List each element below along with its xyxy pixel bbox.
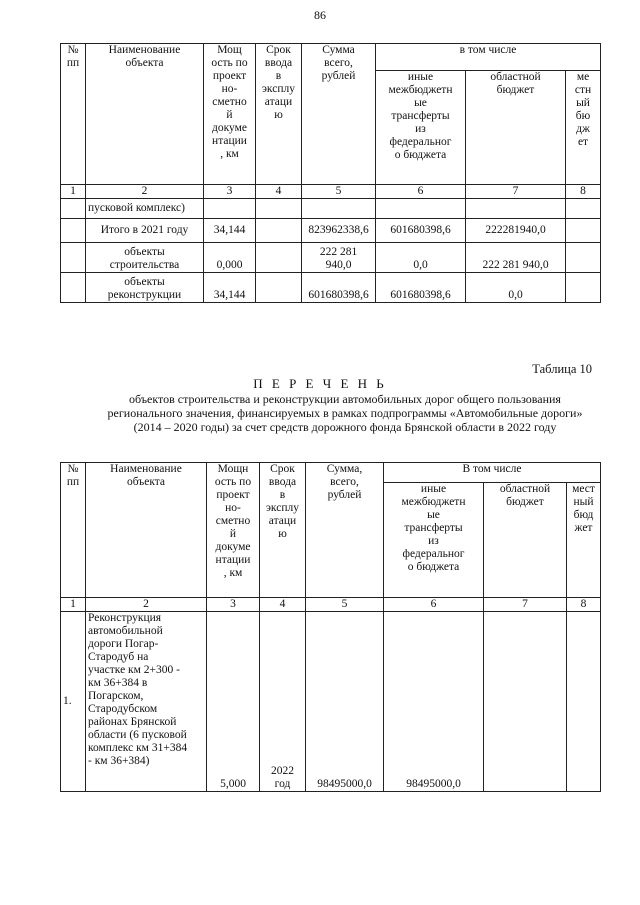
- column-number: 6: [384, 598, 484, 612]
- header-total-sum: Сумма всего, рублей: [302, 44, 376, 185]
- row-name: Итого в 2021 году: [86, 219, 204, 243]
- row-term: [256, 273, 302, 303]
- row-capacity: 34,144: [204, 219, 256, 243]
- page-number: 86: [314, 8, 326, 22]
- table-row: [61, 199, 601, 219]
- column-number: 8: [567, 598, 601, 612]
- header-number: № пп: [61, 44, 86, 185]
- row-total: 222 281 940,0: [302, 243, 376, 273]
- row-regional: 0,0: [466, 273, 566, 303]
- row-federal: 601680398,6: [376, 273, 466, 303]
- table-number-label: Таблица 10: [532, 362, 592, 376]
- column-number: 8: [566, 185, 601, 199]
- column-number: 2: [86, 185, 204, 199]
- list-heading: П Е Р Е Ч Е Н Ь: [253, 376, 387, 391]
- column-number-row: [61, 598, 601, 612]
- column-number: 3: [204, 185, 256, 199]
- table-row: [61, 612, 601, 792]
- column-number: 7: [466, 185, 566, 199]
- header-federal-transfers: иные межбюджетн ые трансферты из федеральног о бюджета: [376, 71, 466, 185]
- row-total: 98495000,0: [306, 612, 384, 792]
- row-capacity: 34,144: [204, 273, 256, 303]
- table-row: [61, 273, 601, 303]
- column-number: 2: [86, 598, 207, 612]
- list-subtitle: объектов строительства и реконструкции автомобильных дорог общего пользования регионального значения, финансируемых в рамках подпрограммы «Автомобильные дороги» (2014 – 2020 годы) за счет средств дорожного фонда Брянской области в 2022 году: [107, 392, 583, 434]
- row-total: 601680398,6: [302, 273, 376, 303]
- row-local: [566, 219, 601, 243]
- header-capacity: Мощ ость по проект но- сметно й докуме нтации , км: [204, 44, 256, 185]
- header-commissioning-term: Срок ввода в эксплу атаци ю: [256, 44, 302, 185]
- row-term: [256, 219, 302, 243]
- objects-table-2022: [60, 462, 601, 792]
- row-local: [566, 243, 601, 273]
- row-term: 2022 год: [260, 612, 306, 792]
- column-number: 4: [256, 185, 302, 199]
- header-including: В том числе: [384, 463, 601, 483]
- row-federal: 601680398,6: [376, 219, 466, 243]
- header-total-sum: Сумма, всего, рублей: [306, 463, 384, 598]
- column-number: 1: [61, 185, 86, 199]
- column-number: 5: [302, 185, 376, 199]
- column-number-row: [61, 185, 601, 199]
- table-row: [61, 219, 601, 243]
- row-name: Реконструкция автомобильной дороги Погар- Стародуб на участке км 2+300 - км 36+384 в Погарском, Стародубском районах Брянской области (6 пусковой комплекс км 31+384 - км 36+384): [86, 612, 207, 792]
- header-object-name: Наименование объекта: [86, 463, 207, 598]
- column-number: 1: [61, 598, 86, 612]
- column-number: 5: [306, 598, 384, 612]
- header-local-budget: ме стн ый бю дж ет: [566, 71, 601, 185]
- header-number: № пп: [61, 463, 86, 598]
- column-number: 6: [376, 185, 466, 199]
- row-term: [256, 243, 302, 273]
- header-regional-budget: областной бюджет: [466, 71, 566, 185]
- continued-cell: пусковой комплекс): [86, 199, 204, 219]
- row-regional: [484, 612, 567, 792]
- row-federal: 98495000,0: [384, 612, 484, 792]
- column-number: 3: [207, 598, 260, 612]
- row-name: объекты реконструкции: [86, 273, 204, 303]
- row-total: 823962338,6: [302, 219, 376, 243]
- header-federal-transfers: иные межбюджетн ые трансферты из федеральног о бюджета: [384, 483, 484, 598]
- header-commissioning-term: Срок ввода в эксплу атаци ю: [260, 463, 306, 598]
- header-regional-budget: областной бюджет: [484, 483, 567, 598]
- row-local: [566, 273, 601, 303]
- column-number: 4: [260, 598, 306, 612]
- row-capacity: 0,000: [204, 243, 256, 273]
- header-including: в том числе: [376, 44, 601, 71]
- row-regional: 222 281 940,0: [466, 243, 566, 273]
- header-capacity: Мощн ость по проект но- сметно й докуме нтации , км: [207, 463, 260, 598]
- table-row: [61, 243, 601, 273]
- row-capacity: 5,000: [207, 612, 260, 792]
- row-federal: 0,0: [376, 243, 466, 273]
- header-local-budget: мест ный бюд жет: [567, 483, 601, 598]
- row-local: [567, 612, 601, 792]
- row-regional: 222281940,0: [466, 219, 566, 243]
- header-object-name: Наименование объекта: [86, 44, 204, 185]
- column-number: 7: [484, 598, 567, 612]
- objects-table-2021: [60, 43, 601, 303]
- row-number: 1.: [61, 612, 86, 792]
- row-name: объекты строительства: [86, 243, 204, 273]
